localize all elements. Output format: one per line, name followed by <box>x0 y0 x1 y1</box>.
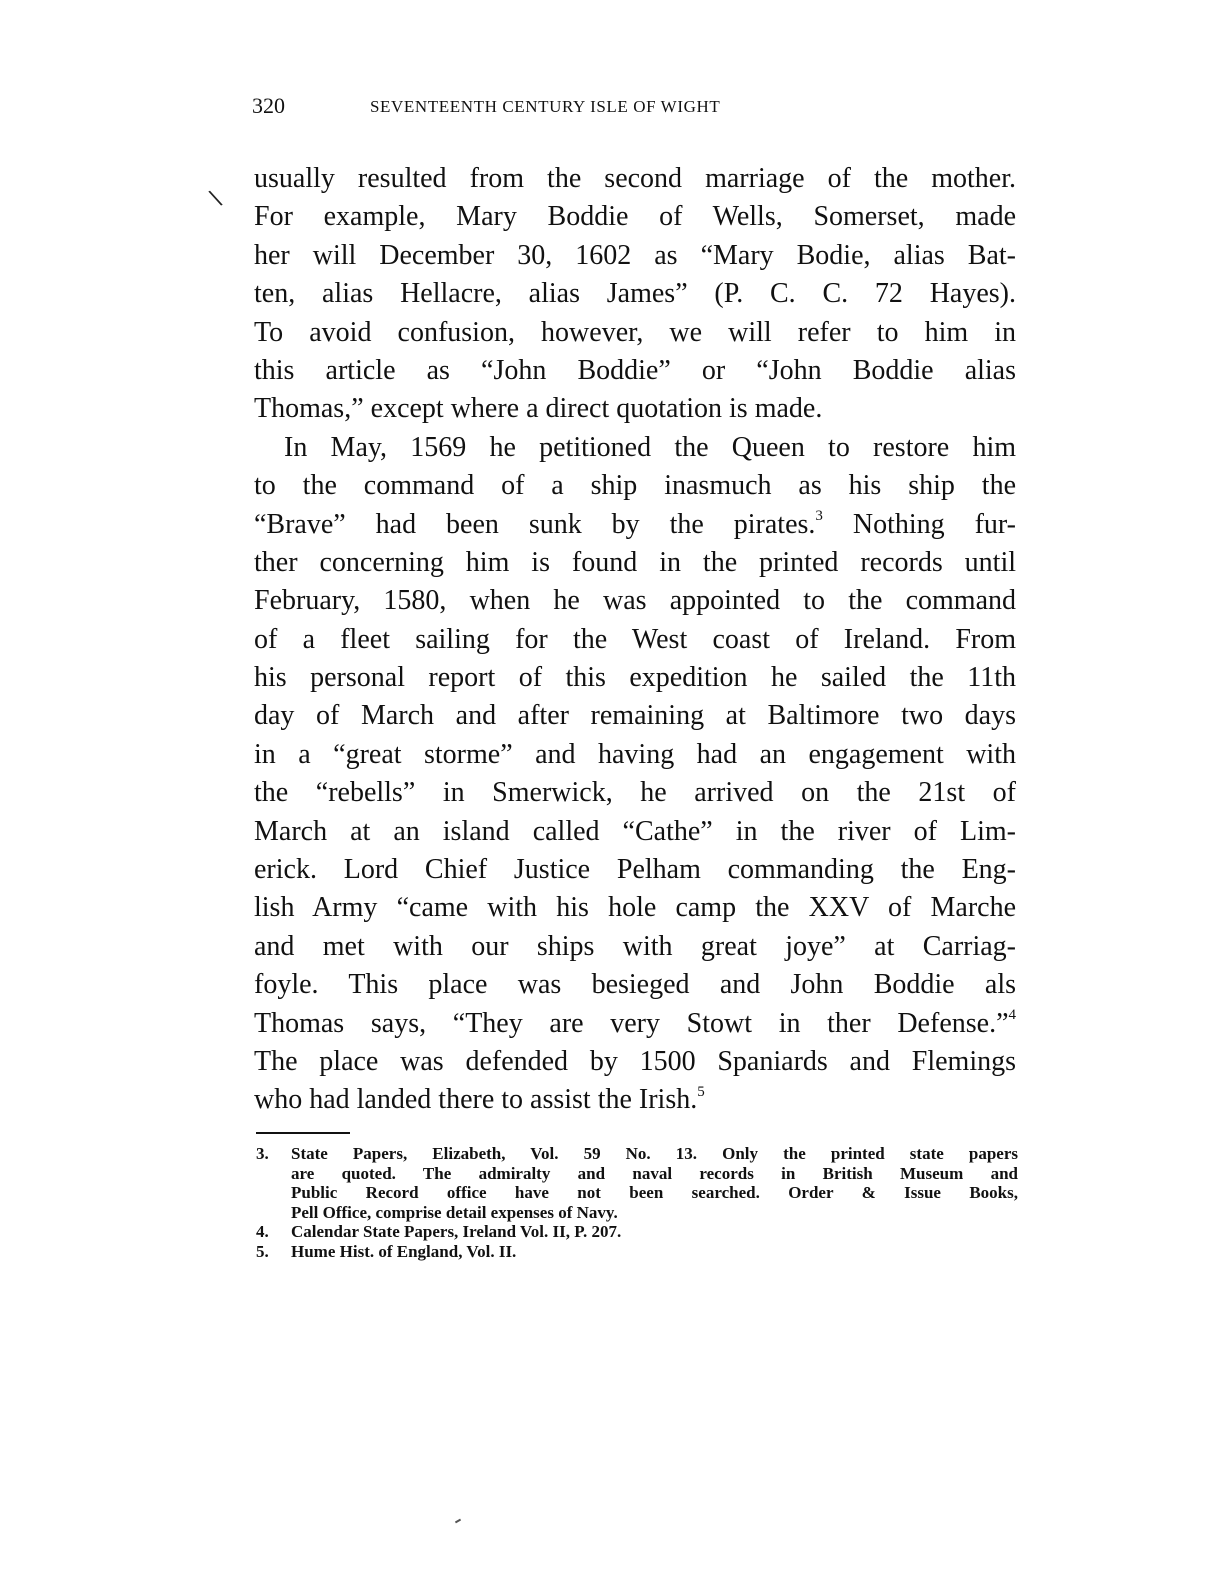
scan-speck <box>455 1519 461 1524</box>
running-head: SEVENTEENTH CENTURY ISLE OF WIGHT <box>370 97 721 116</box>
text-line: her will December 30, 1602 as “Mary Bodie, alias Bat- <box>254 239 1016 271</box>
footnote-3 <box>256 1144 1018 1222</box>
text-fragment: who had landed there to assist the Irish. <box>254 1084 698 1116</box>
footnote-line: Hume Hist. of England, Vol. II. <box>291 1241 517 1261</box>
text-line: foyle. This place was besieged and John Boddie als <box>254 969 1016 1001</box>
footnote-ref-4: 4 <box>1008 1007 1016 1024</box>
text-fragment: Nothing fur- <box>822 508 1016 540</box>
footnote-line: Public Record office have not been searched. Order & Issue Books, <box>291 1183 1018 1203</box>
footnote-ref-3: 3 <box>815 508 823 525</box>
text-line: ten, alias Hellacre, alias James” (P. C. C. 72 Hayes). <box>254 278 1016 310</box>
paragraph-2 <box>254 429 1016 1120</box>
text-line: this article as “John Boddie” or “John Boddie alias <box>254 354 1016 386</box>
footnote-number: 3. <box>256 1144 269 1163</box>
text-fragment: “Brave” had been sunk by the pirates. <box>254 508 816 540</box>
footnote-line: Pell Office, comprise detail expenses of Navy. <box>291 1202 618 1222</box>
footnote-5 <box>256 1242 1018 1262</box>
text-line: Thomas,” except where a direct quotation is made. <box>254 393 823 425</box>
body-text <box>254 160 1016 1120</box>
text-line: in a “great storme” and having had an engagement with <box>254 738 1016 770</box>
footnote-number: 4. <box>256 1222 269 1242</box>
text-line <box>254 1005 1016 1043</box>
footnote-number: 5. <box>256 1241 269 1261</box>
text-line: the “rebells” in Smerwick, he arrived on the 21st of <box>254 777 1016 809</box>
footnote-rule <box>256 1132 350 1134</box>
footnote-line: are quoted. The admiralty and naval records in British Museum and <box>291 1163 1018 1183</box>
text-line: usually resulted from the second marriage of the mother. <box>254 163 1016 194</box>
text-line: of a fleet sailing for the West coast of Ireland. From <box>254 623 1016 655</box>
footnote-line: Calendar State Papers, Ireland Vol. II, P. 207. <box>291 1222 622 1242</box>
text-fragment: Thomas says, “They are very Stowt in ther Defense.” <box>254 1007 1009 1039</box>
text-line: To avoid confusion, however, we will refer to him in <box>254 316 1016 348</box>
margin-mark: \ <box>207 185 225 212</box>
footnote-4 <box>256 1222 1018 1242</box>
text-line: The place was defended by 1500 Spaniards and Flemings <box>254 1045 1016 1077</box>
text-line <box>254 1081 1016 1119</box>
paragraph-1 <box>254 160 1016 429</box>
text-line: lish Army “came with his hole camp the XXV of Marche <box>254 892 1016 924</box>
footnotes <box>256 1144 1018 1262</box>
text-line: erick. Lord Chief Justice Pelham commanding the Eng- <box>254 854 1016 886</box>
text-line: For example, Mary Boddie of Wells, Somerset, made <box>254 201 1016 233</box>
text-line: to the command of a ship inasmuch as his ship the <box>254 470 1016 502</box>
text-line: day of March and after remaining at Baltimore two days <box>254 700 1016 732</box>
text-line: his personal report of this expedition he sailed the 11th <box>254 662 1016 694</box>
text-line: In May, 1569 he petitioned the Queen to restore him <box>284 431 1016 463</box>
text-line: ther concerning him is found in the printed records until <box>254 546 1016 578</box>
text-line <box>254 506 1016 544</box>
page-number: 320 <box>252 93 285 118</box>
footnote-line: State Papers, Elizabeth, Vol. 59 No. 13. Only the printed state papers <box>291 1144 1018 1163</box>
footnote-ref-5: 5 <box>697 1084 705 1101</box>
text-line: and met with our ships with great joye” at Carriag- <box>254 930 1016 962</box>
text-line: March at an island called “Cathe” in the river of Lim- <box>254 815 1016 847</box>
text-line: February, 1580, when he was appointed to the command <box>254 585 1016 617</box>
page-header <box>252 93 1018 123</box>
